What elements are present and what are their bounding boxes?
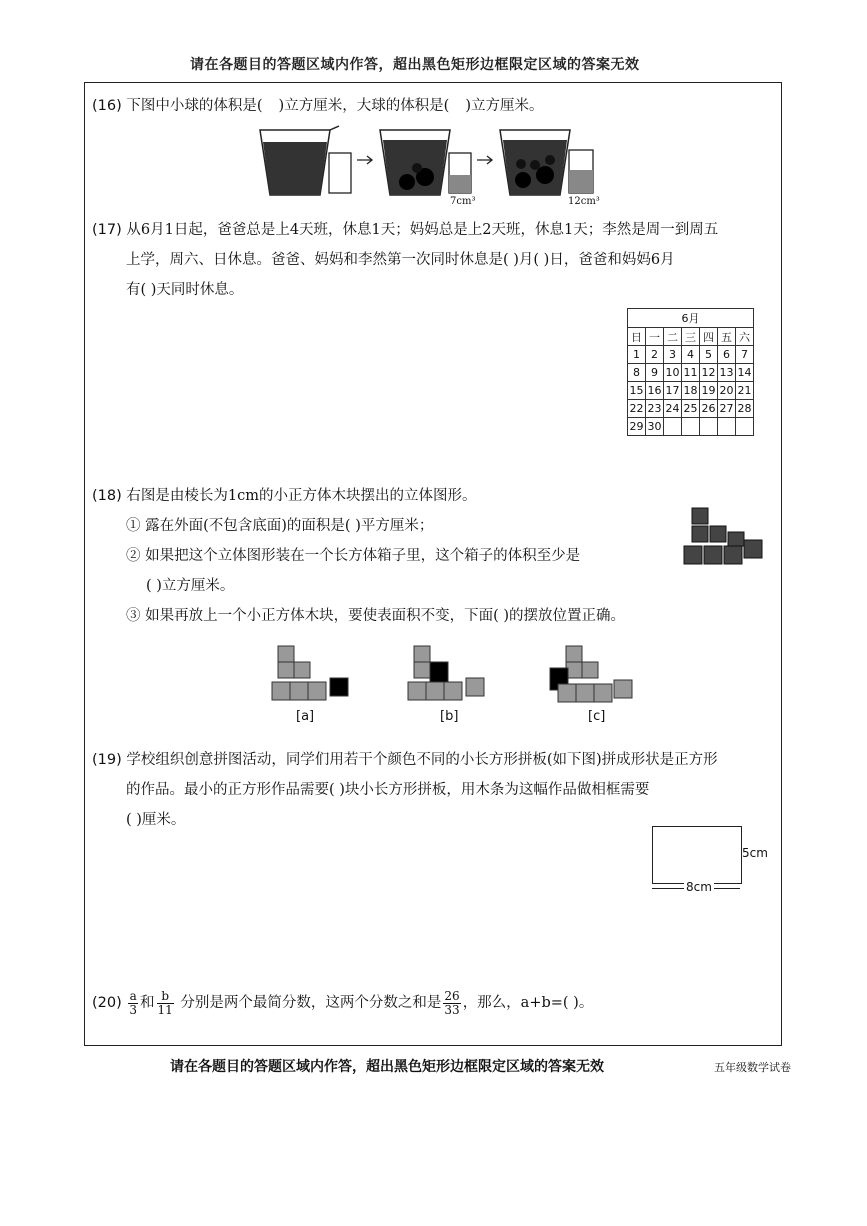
calendar-day: 4 bbox=[682, 346, 700, 364]
calendar-day: 11 bbox=[682, 364, 700, 382]
calendar-title: 6月 bbox=[628, 309, 754, 328]
weekday: 五 bbox=[718, 328, 736, 346]
calendar-day: 15 bbox=[628, 382, 646, 400]
calendar-day: 2 bbox=[646, 346, 664, 364]
footer-paper-title: 五年级数学试卷 bbox=[714, 1061, 791, 1074]
rectangle-tile-figure bbox=[652, 826, 742, 884]
weekday: 三 bbox=[682, 328, 700, 346]
width-label: 8cm bbox=[686, 880, 712, 894]
q18-part-2b: ( )立方厘米。 bbox=[146, 578, 235, 594]
q17-line-2: 上学，周六、日休息。爸爸、妈妈和李然第一次同时休息是( )月( )日，爸爸和妈妈6月 bbox=[126, 252, 675, 268]
option-b-label: [b] bbox=[440, 709, 459, 724]
q16-volume-1: 7cm³ bbox=[450, 196, 476, 207]
option-a-figure bbox=[268, 640, 358, 706]
q18-part-1: ① 露在外面(不包含底面)的面积是( )平方厘米； bbox=[126, 518, 434, 534]
calendar-day: 17 bbox=[664, 382, 682, 400]
beaker-2 bbox=[380, 130, 450, 195]
q18-intro: (18) 右图是由棱长为1cm的小正方体木块摆出的立体图形。 bbox=[92, 488, 477, 504]
option-c-label: [c] bbox=[588, 709, 606, 724]
calendar-day bbox=[736, 418, 754, 436]
calendar-day: 12 bbox=[700, 364, 718, 382]
weekday: 日 bbox=[628, 328, 646, 346]
q16-beakers-figure bbox=[255, 120, 615, 210]
weekday: 四 bbox=[700, 328, 718, 346]
q18-number: (18) bbox=[92, 488, 122, 504]
q16-number: (16) bbox=[92, 98, 122, 114]
q19-number: (19) bbox=[92, 752, 122, 768]
q18-part-3: ③ 如果再放上一个小正方体木块，要使表面积不变，下面( )的摆放位置正确。 bbox=[126, 608, 626, 624]
calendar-day: 24 bbox=[664, 400, 682, 418]
fraction-b-over-11: $\frac{b}{11}$ bbox=[157, 989, 173, 1017]
footer-note: 请在各题目的答题区域内作答，超出黑色矩形边框限定区域的答案无效 bbox=[170, 1059, 604, 1075]
q18-cube-figure bbox=[682, 502, 768, 572]
q17-line-3: 有( )天同时休息。 bbox=[126, 282, 244, 298]
option-c-figure bbox=[548, 640, 638, 706]
calendar-day: 18 bbox=[682, 382, 700, 400]
beaker-3 bbox=[500, 130, 570, 195]
q19-line-1: (19) 学校组织创意拼图活动，同学们用若干个颜色不同的小长方形拼板(如下图)拼成形状是正方形 bbox=[92, 752, 718, 768]
calendar-day: 10 bbox=[664, 364, 682, 382]
weekday: 一 bbox=[646, 328, 664, 346]
weekday: 六 bbox=[736, 328, 754, 346]
q17-number: (17) bbox=[92, 222, 122, 238]
q18-part-2: ② 如果把这个立体图形装在一个长方体箱子里，这个箱子的体积至少是 bbox=[126, 548, 581, 564]
calendar-day: 27 bbox=[718, 400, 736, 418]
calendar-day: 13 bbox=[718, 364, 736, 382]
q16-text: (16) 下图中小球的体积是( )立方厘米，大球的体积是( )立方厘米。 bbox=[92, 98, 544, 114]
calendar-day: 7 bbox=[736, 346, 754, 364]
calendar-day: 20 bbox=[718, 382, 736, 400]
calendar-day: 22 bbox=[628, 400, 646, 418]
calendar-day: 21 bbox=[736, 382, 754, 400]
arrow-2 bbox=[477, 156, 492, 164]
q16-volume-2: 12cm³ bbox=[568, 196, 600, 207]
calendar-day: 19 bbox=[700, 382, 718, 400]
fraction-sum: $\frac{26}{33}$ bbox=[444, 989, 460, 1017]
calendar-day: 5 bbox=[700, 346, 718, 364]
beaker-1 bbox=[260, 126, 339, 195]
calendar-day bbox=[718, 418, 736, 436]
calendar-day bbox=[682, 418, 700, 436]
calendar-day bbox=[700, 418, 718, 436]
calendar-day: 3 bbox=[664, 346, 682, 364]
weekday: 二 bbox=[664, 328, 682, 346]
fraction-a-over-3: $\frac{a}{3}$ bbox=[129, 989, 138, 1017]
q19-line-3: ( )厘米。 bbox=[126, 812, 186, 828]
calendar-day: 29 bbox=[628, 418, 646, 436]
q17-line-1: (17) 从6月1日起，爸爸总是上4天班，休息1天；妈妈总是上2天班，休息1天；李然是周一到周五 bbox=[92, 222, 719, 238]
calendar-day: 6 bbox=[718, 346, 736, 364]
calendar-day: 23 bbox=[646, 400, 664, 418]
calendar-day: 14 bbox=[736, 364, 754, 382]
header-note: 请在各题目的答题区域内作答，超出黑色矩形边框限定区域的答案无效 bbox=[190, 57, 640, 73]
june-calendar bbox=[627, 308, 754, 436]
calendar-day: 28 bbox=[736, 400, 754, 418]
q19-line-2: 的作品。最小的正方形作品需要( )块小长方形拼板，用木条为这幅作品做相框需要 bbox=[126, 782, 650, 798]
calendar-day: 1 bbox=[628, 346, 646, 364]
calendar-day: 26 bbox=[700, 400, 718, 418]
calendar-day: 9 bbox=[646, 364, 664, 382]
height-label: 5cm bbox=[742, 846, 768, 860]
calendar-day: 8 bbox=[628, 364, 646, 382]
option-a-label: [a] bbox=[296, 709, 315, 724]
q20-line: (20) $\frac{a}{3}$ 和 $\frac{b}{11}$ 分别是两个最简分数，这两个分数之和是 $\frac{26}{33}$ ，那么，a+b=( )。 bbox=[92, 989, 594, 1017]
calendar-day: 16 bbox=[646, 382, 664, 400]
calendar-day: 25 bbox=[682, 400, 700, 418]
cylinder-1 bbox=[329, 153, 351, 193]
calendar-day bbox=[664, 418, 682, 436]
calendar-day: 30 bbox=[646, 418, 664, 436]
arrow-1 bbox=[357, 156, 372, 164]
q20-number: (20) bbox=[92, 995, 122, 1012]
option-b-figure bbox=[404, 640, 494, 706]
